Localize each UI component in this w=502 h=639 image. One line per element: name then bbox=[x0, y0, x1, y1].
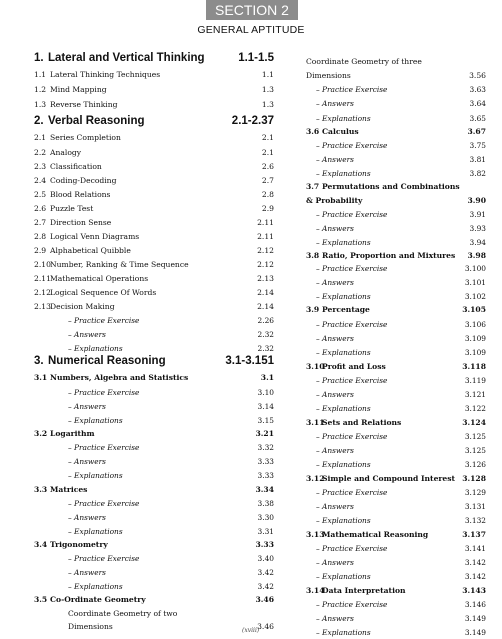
toc-entry-page: 3.149 bbox=[464, 628, 486, 637]
toc-entry-page: 2.6 bbox=[261, 162, 274, 171]
toc-entry-page: 3.118 bbox=[462, 362, 486, 371]
toc-entry-title: Calculus bbox=[322, 127, 359, 136]
toc-entry bbox=[306, 69, 486, 82]
toc-entry-title: – Explanations bbox=[316, 238, 371, 247]
toc-entry-page: 2.32 bbox=[257, 330, 274, 339]
toc-entry bbox=[34, 68, 274, 81]
toc-entry bbox=[306, 626, 486, 639]
toc-entry-page: 3.75 bbox=[469, 141, 486, 150]
toc-entry bbox=[34, 511, 274, 524]
toc-entry bbox=[306, 598, 486, 611]
toc-entry-number: 3.6 bbox=[306, 127, 320, 136]
toc-entry bbox=[306, 125, 486, 138]
toc-entry bbox=[306, 222, 486, 235]
toc-entry bbox=[34, 188, 274, 201]
toc-entry-page: 2.12 bbox=[257, 260, 274, 269]
toc-entry-number: 3.10 bbox=[306, 362, 325, 371]
toc-entry-page: 3.46 bbox=[255, 595, 274, 604]
toc-entry-title: – Practice Exercise bbox=[316, 432, 388, 441]
toc-entry bbox=[306, 416, 486, 429]
toc-entry-page: 3.21 bbox=[255, 429, 274, 438]
toc-entry-page: 2.11 bbox=[257, 218, 274, 227]
toc-entry-number: 2.1 bbox=[34, 133, 47, 142]
toc-entry bbox=[34, 441, 274, 454]
toc-entry-title: Logarithm bbox=[50, 429, 95, 438]
toc-entry bbox=[306, 276, 486, 289]
toc-entry bbox=[306, 346, 486, 359]
toc-entry bbox=[306, 180, 486, 193]
toc-entry-page: 1.1 bbox=[261, 70, 274, 79]
toc-entry-number: 2.8 bbox=[34, 232, 47, 241]
toc-entry-title: – Answers bbox=[316, 390, 354, 399]
toc-entry-title: – Explanations bbox=[316, 404, 371, 413]
toc-entry-page: 3.10 bbox=[257, 388, 274, 397]
toc-entry bbox=[306, 430, 486, 443]
toc-entry-page: 3.1 bbox=[260, 373, 274, 382]
toc-entry-page: 3.126 bbox=[464, 460, 486, 469]
toc-entry-title: – Practice Exercise bbox=[68, 316, 140, 325]
toc-entry bbox=[34, 98, 274, 111]
toc-entry bbox=[306, 612, 486, 625]
toc-entry-page: 3.32 bbox=[257, 443, 274, 452]
toc-entry bbox=[306, 194, 486, 207]
toc-entry-page: 3.65 bbox=[469, 114, 486, 123]
toc-entry-title: Ratio, Proportion and Mixtures bbox=[322, 251, 456, 260]
toc-entry-page: 3.98 bbox=[467, 251, 486, 260]
toc-entry-title: Alphabetical Quibble bbox=[50, 246, 131, 255]
toc-entry-title: Series Completion bbox=[50, 133, 121, 142]
toc-entry-number: 2.7 bbox=[34, 218, 47, 227]
toc-entry bbox=[306, 374, 486, 387]
toc-entry-number: 1.2 bbox=[34, 85, 47, 94]
toc-entry bbox=[34, 314, 274, 327]
toc-entry-number: 2.10 bbox=[34, 260, 51, 269]
toc-entry-page: 3.142 bbox=[464, 572, 486, 581]
toc-entry-title: – Explanations bbox=[316, 572, 371, 581]
toc-entry-page: 2.14 bbox=[257, 302, 274, 311]
toc-entry bbox=[306, 303, 486, 316]
toc-entry-number: 3.2 bbox=[34, 429, 48, 438]
toc-entry-title: – Practice Exercise bbox=[68, 443, 140, 452]
toc-entry-title: Trigonometry bbox=[50, 540, 108, 549]
toc-entry-page: 3.67 bbox=[467, 127, 486, 136]
toc-entry bbox=[34, 469, 274, 482]
toc-entry-number: 2.2 bbox=[34, 148, 47, 157]
toc-entry-page: 3.122 bbox=[464, 404, 486, 413]
toc-entry-number: 3.11 bbox=[306, 418, 325, 427]
toc-entry-title: – Explanations bbox=[316, 169, 371, 178]
toc-entry-page: 2.11 bbox=[257, 232, 274, 241]
toc-entry bbox=[34, 593, 274, 606]
toc-entry-title: – Explanations bbox=[316, 348, 371, 357]
toc-entry-page: 2.9 bbox=[261, 204, 274, 213]
toc-entry bbox=[34, 258, 274, 271]
toc-entry-page: 3.31 bbox=[257, 527, 274, 536]
toc-entry-title: – Answers bbox=[316, 502, 354, 511]
toc-entry-page: 3.42 bbox=[257, 568, 274, 577]
toc-entry-title: – Answers bbox=[68, 568, 106, 577]
toc-entry bbox=[306, 55, 486, 68]
toc-entry-title: – Practice Exercise bbox=[316, 141, 388, 150]
toc-entry bbox=[306, 542, 486, 555]
toc-entry-title: Percentage bbox=[322, 305, 370, 314]
toc-entry-title: Simple and Compound Interest bbox=[322, 474, 456, 483]
toc-entry-page: 3.132 bbox=[464, 516, 486, 525]
toc-entry-number: 2.6 bbox=[34, 204, 47, 213]
toc-entry bbox=[306, 249, 486, 262]
toc-entry-title: Blood Relations bbox=[50, 190, 111, 199]
toc-entry bbox=[34, 455, 274, 468]
toc-entry-page: 2.1-2.37 bbox=[231, 115, 274, 127]
toc-entry-page: 3.64 bbox=[469, 99, 486, 108]
toc-entry bbox=[306, 208, 486, 221]
toc-entry-number: 3.8 bbox=[306, 251, 320, 260]
toc-entry-title: Dimensions bbox=[306, 71, 351, 80]
toc-entry-page: 3.121 bbox=[464, 390, 486, 399]
toc-entry-page: 3.119 bbox=[464, 376, 486, 385]
toc-entry-title: – Answers bbox=[316, 334, 354, 343]
toc-entry-title: Matrices bbox=[50, 485, 88, 494]
toc-entry-number: 3.12 bbox=[306, 474, 325, 483]
toc-entry-page: 3.33 bbox=[257, 471, 274, 480]
toc-entry-page: 3.142 bbox=[464, 558, 486, 567]
toc-entry-title: – Explanations bbox=[68, 416, 123, 425]
toc-entry-title: – Explanations bbox=[68, 471, 123, 480]
toc-entry bbox=[34, 202, 274, 215]
toc-entry-title: Coordinate Geometry of three bbox=[306, 57, 422, 66]
toc-entry-page: 3.102 bbox=[464, 292, 486, 301]
toc-entry-page: 3.131 bbox=[464, 502, 486, 511]
toc-entry-title: – Answers bbox=[316, 99, 354, 108]
toc-entry-page: 3.100 bbox=[464, 264, 486, 273]
toc-entry-number: 1.3 bbox=[34, 100, 47, 109]
toc-entry-title: – Answers bbox=[68, 513, 106, 522]
toc-entry-title: – Explanations bbox=[68, 344, 123, 353]
toc-entry bbox=[34, 131, 274, 144]
toc-entry-title: Numbers, Algebra and Statistics bbox=[50, 373, 189, 382]
toc-entry-title: – Answers bbox=[316, 614, 354, 623]
toc-entry-page: 3.109 bbox=[464, 348, 486, 357]
toc-entry-page: 3.149 bbox=[464, 614, 486, 623]
toc-entry-title: Logical Venn Diagrams bbox=[50, 232, 140, 241]
toc-entry-page: 3.34 bbox=[255, 485, 274, 494]
toc-entry-title: Numerical Reasoning bbox=[48, 355, 166, 367]
toc-entry-number: 3.3 bbox=[34, 485, 48, 494]
toc-entry-title: – Practice Exercise bbox=[68, 499, 140, 508]
toc-entry bbox=[34, 286, 274, 299]
toc-entry bbox=[34, 160, 274, 173]
toc-entry-number: 1. bbox=[34, 52, 44, 64]
toc-entry bbox=[34, 354, 274, 369]
toc-entry bbox=[34, 146, 274, 159]
toc-entry-page: 3.109 bbox=[464, 334, 486, 343]
section-banner: SECTION 2 bbox=[206, 0, 298, 20]
toc-entry-page: 3.38 bbox=[257, 499, 274, 508]
toc-entry bbox=[34, 400, 274, 413]
toc-entry-number: 3.5 bbox=[34, 595, 48, 604]
toc-entry bbox=[306, 332, 486, 345]
toc-entry bbox=[34, 607, 274, 620]
toc-entry-title: Mind Mapping bbox=[50, 85, 107, 94]
toc-entry-title: – Practice Exercise bbox=[68, 388, 140, 397]
toc-entry-title: – Answers bbox=[316, 558, 354, 567]
toc-entry-page: 3.40 bbox=[257, 554, 274, 563]
toc-entry-number: 2.4 bbox=[34, 176, 47, 185]
toc-entry-number: 3.4 bbox=[34, 540, 48, 549]
toc-entry-title: – Explanations bbox=[68, 582, 123, 591]
toc-entry bbox=[34, 51, 274, 66]
toc-entry bbox=[306, 514, 486, 527]
toc-entry bbox=[306, 112, 486, 125]
toc-entry-title: – Explanations bbox=[68, 527, 123, 536]
toc-entry bbox=[34, 525, 274, 538]
toc-entry bbox=[34, 620, 274, 633]
toc-entry-title: – Answers bbox=[68, 330, 106, 339]
toc-entry-page: 1.3 bbox=[261, 100, 274, 109]
toc-entry bbox=[306, 556, 486, 569]
toc-entry bbox=[306, 236, 486, 249]
toc-entry bbox=[306, 153, 486, 166]
toc-entry bbox=[34, 580, 274, 593]
toc-entry-number: 2.12 bbox=[34, 288, 51, 297]
toc-entry-page: 2.12 bbox=[257, 246, 274, 255]
toc-entry bbox=[34, 114, 274, 129]
toc-entry-page: 2.14 bbox=[257, 288, 274, 297]
toc-entry bbox=[34, 552, 274, 565]
toc-entry bbox=[34, 538, 274, 551]
toc-entry-page: 3.90 bbox=[467, 196, 486, 205]
toc-entry-page: 2.1 bbox=[261, 133, 274, 142]
toc-entry-title: – Explanations bbox=[316, 516, 371, 525]
toc-entry-page: 3.146 bbox=[464, 600, 486, 609]
toc-entry-title: – Practice Exercise bbox=[68, 554, 140, 563]
toc-entry bbox=[34, 300, 274, 313]
toc-entry-page: 2.13 bbox=[257, 274, 274, 283]
toc-entry-title: Lateral and Vertical Thinking bbox=[48, 52, 205, 64]
toc-entry bbox=[34, 272, 274, 285]
toc-entry-page: 3.106 bbox=[464, 320, 486, 329]
toc-entry bbox=[34, 386, 274, 399]
toc-entry-page: 3.141 bbox=[464, 544, 486, 553]
toc-entry-title: Coding-Decoding bbox=[50, 176, 117, 185]
toc-entry-page: 3.33 bbox=[257, 457, 274, 466]
toc-entry-page: 2.32 bbox=[257, 344, 274, 353]
toc-entry bbox=[34, 230, 274, 243]
toc-entry-page: 3.101 bbox=[464, 278, 486, 287]
toc-entry-title: – Practice Exercise bbox=[316, 544, 388, 553]
toc-entry-title: – Practice Exercise bbox=[316, 264, 388, 273]
toc-entry-title: Mathematical Operations bbox=[50, 274, 149, 283]
toc-entry-title: Logical Sequence Of Words bbox=[50, 288, 157, 297]
toc-entry-page: 3.56 bbox=[469, 71, 486, 80]
toc-entry-title: – Practice Exercise bbox=[316, 376, 388, 385]
toc-entry-title: – Explanations bbox=[316, 114, 371, 123]
toc-entry-page: 3.42 bbox=[257, 582, 274, 591]
toc-entry-title: Analogy bbox=[50, 148, 82, 157]
toc-entry-number: 3. bbox=[34, 355, 44, 367]
toc-entry-number: 2.11 bbox=[34, 274, 51, 283]
toc-entry-title: – Answers bbox=[68, 402, 106, 411]
toc-entry-title: Classification bbox=[50, 162, 102, 171]
toc-entry-title: Mathematical Reasoning bbox=[322, 530, 429, 539]
toc-entry-number: 2.5 bbox=[34, 190, 47, 199]
toc-entry-page: 3.1-3.151 bbox=[225, 355, 274, 367]
toc-entry-title: – Practice Exercise bbox=[316, 600, 388, 609]
toc-entry bbox=[34, 497, 274, 510]
toc-entry-number: 2.9 bbox=[34, 246, 47, 255]
toc-entry-title: – Explanations bbox=[316, 628, 371, 637]
toc-entry-title: Co-Ordinate Geometry bbox=[50, 595, 146, 604]
toc-entry-number: 3.7 bbox=[306, 182, 320, 191]
toc-entry-page: 3.30 bbox=[257, 513, 274, 522]
toc-entry-number: 2.13 bbox=[34, 302, 51, 311]
toc-entry-title: – Explanations bbox=[316, 460, 371, 469]
toc-entry bbox=[306, 139, 486, 152]
toc-entry bbox=[306, 486, 486, 499]
toc-entry bbox=[306, 500, 486, 513]
toc-entry-number: 2. bbox=[34, 115, 44, 127]
toc-entry-page: 3.124 bbox=[462, 418, 486, 427]
toc-entry-title: – Practice Exercise bbox=[316, 320, 388, 329]
toc-entry bbox=[306, 472, 486, 485]
toc-entry-page: 2.8 bbox=[261, 190, 274, 199]
toc-entry bbox=[34, 414, 274, 427]
toc-entry-page: 2.7 bbox=[261, 176, 274, 185]
toc-entry bbox=[34, 328, 274, 341]
toc-entry-page: 3.14 bbox=[257, 402, 274, 411]
toc-entry-number: 1.1 bbox=[34, 70, 47, 79]
toc-entry-page: 3.46 bbox=[257, 622, 274, 631]
toc-entry-page: 3.81 bbox=[469, 155, 486, 164]
toc-entry bbox=[306, 83, 486, 96]
toc-entry-page: 3.125 bbox=[464, 432, 486, 441]
toc-entry-title: Dimensions bbox=[68, 622, 113, 631]
toc-entry-page: 3.143 bbox=[462, 586, 486, 595]
toc-entry bbox=[34, 371, 274, 384]
toc-entry-title: Coordinate Geometry of two bbox=[68, 609, 178, 618]
toc-entry bbox=[306, 528, 486, 541]
toc-entry-page: 3.82 bbox=[469, 169, 486, 178]
toc-entry-title: Decision Making bbox=[50, 302, 115, 311]
toc-entry-title: Reverse Thinking bbox=[50, 100, 118, 109]
toc-entry bbox=[306, 360, 486, 373]
toc-entry-page: 3.15 bbox=[257, 416, 274, 425]
toc-entry bbox=[306, 290, 486, 303]
toc-entry-page: 1.1-1.5 bbox=[238, 52, 274, 64]
toc-entry-page: 1.3 bbox=[261, 85, 274, 94]
toc-entry-page: 3.93 bbox=[469, 224, 486, 233]
toc-entry-title: Lateral Thinking Techniques bbox=[50, 70, 161, 79]
toc-entry bbox=[306, 318, 486, 331]
toc-entry bbox=[306, 570, 486, 583]
toc-entry bbox=[306, 402, 486, 415]
toc-entry bbox=[34, 244, 274, 257]
toc-entry-title: – Answers bbox=[316, 224, 354, 233]
toc-entry bbox=[306, 167, 486, 180]
toc-entry-title: Verbal Reasoning bbox=[48, 115, 145, 127]
toc-entry-page: 3.94 bbox=[469, 238, 486, 247]
toc-entry-page: 3.129 bbox=[464, 488, 486, 497]
toc-entry-page: 3.105 bbox=[462, 305, 486, 314]
toc-entry-number: 3.1 bbox=[34, 373, 48, 382]
toc-entry-title: – Explanations bbox=[316, 292, 371, 301]
toc-entry bbox=[306, 388, 486, 401]
toc-entry-title: Permutations and Combinations bbox=[322, 182, 460, 191]
toc-entry-page: 3.128 bbox=[462, 474, 486, 483]
toc-entry-title: Sets and Relations bbox=[322, 418, 402, 427]
toc-entry-number: 3.14 bbox=[306, 586, 325, 595]
page-subtitle: GENERAL APTITUDE bbox=[197, 24, 305, 36]
toc-entry-number: 3.13 bbox=[306, 530, 325, 539]
toc-entry bbox=[34, 174, 274, 187]
toc-entry-number: 3.9 bbox=[306, 305, 320, 314]
toc-entry-number: 2.3 bbox=[34, 162, 47, 171]
toc-entry-title: – Answers bbox=[68, 457, 106, 466]
toc-entry bbox=[34, 566, 274, 579]
toc-entry bbox=[306, 444, 486, 457]
toc-entry bbox=[306, 458, 486, 471]
toc-entry bbox=[34, 83, 274, 96]
toc-entry-title: – Practice Exercise bbox=[316, 210, 388, 219]
toc-entry-title: Puzzle Test bbox=[50, 204, 94, 213]
toc-entry-title: – Answers bbox=[316, 155, 354, 164]
toc-entry-title: & Probability bbox=[306, 196, 363, 205]
toc-entry bbox=[306, 97, 486, 110]
toc-entry-page: 2.1 bbox=[261, 148, 274, 157]
toc-entry-title: – Practice Exercise bbox=[316, 85, 388, 94]
toc-entry-page: 3.137 bbox=[462, 530, 486, 539]
toc-entry-title: Data Interpretation bbox=[322, 586, 406, 595]
toc-entry-page: 3.33 bbox=[255, 540, 274, 549]
toc-entry-page: 3.63 bbox=[469, 85, 486, 94]
toc-entry-title: Number, Ranking & Time Sequence bbox=[50, 260, 189, 269]
toc-entry-page: 2.26 bbox=[257, 316, 274, 325]
toc-entry bbox=[34, 483, 274, 496]
toc-entry-title: Profit and Loss bbox=[322, 362, 386, 371]
toc-entry-title: – Answers bbox=[316, 446, 354, 455]
toc-entry-page: 3.125 bbox=[464, 446, 486, 455]
page-footer: (xviii) bbox=[242, 627, 260, 634]
toc-entry bbox=[306, 262, 486, 275]
toc-entry-title: – Practice Exercise bbox=[316, 488, 388, 497]
toc-entry bbox=[34, 216, 274, 229]
toc-entry-title: – Answers bbox=[316, 278, 354, 287]
toc-entry-title: Direction Sense bbox=[50, 218, 112, 227]
toc-entry bbox=[306, 584, 486, 597]
toc-entry-page: 3.91 bbox=[469, 210, 486, 219]
toc-entry bbox=[34, 427, 274, 440]
